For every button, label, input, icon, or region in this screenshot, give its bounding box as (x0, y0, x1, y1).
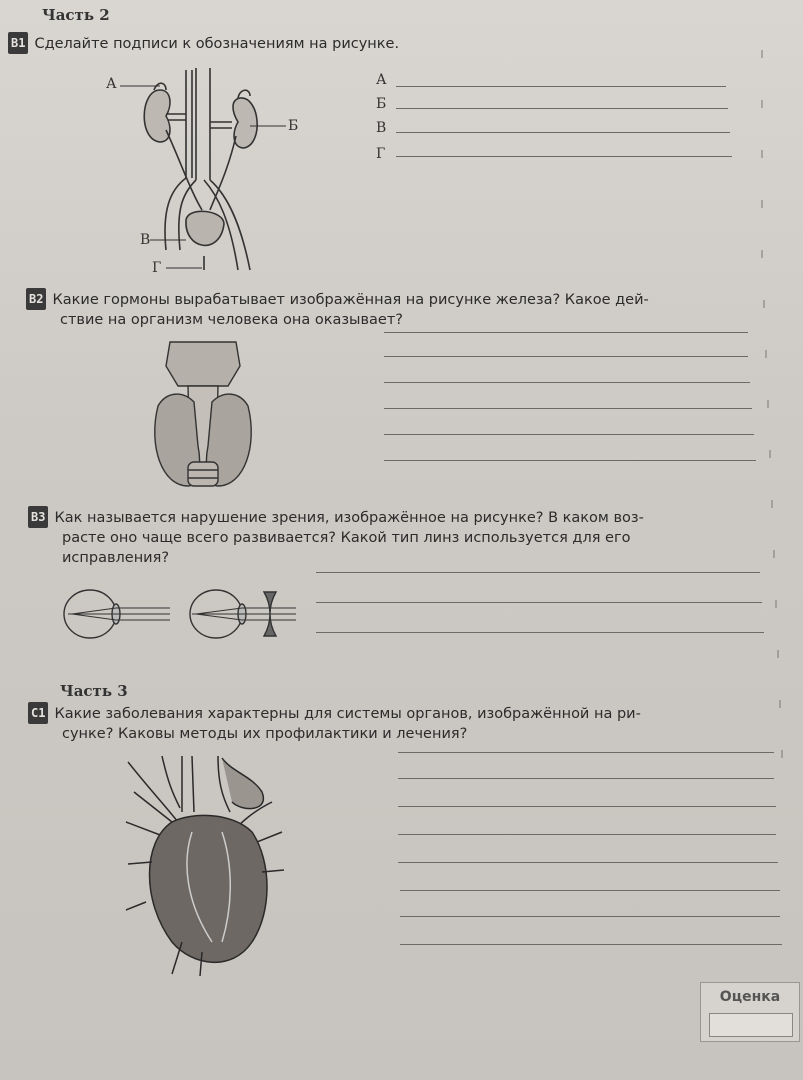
b3-answer-line-3[interactable] (316, 632, 764, 633)
b2-answer-line-2[interactable] (384, 356, 748, 357)
question-b1 (8, 32, 399, 54)
page-binding-edge (760, 30, 790, 990)
answer-label-a: А (376, 72, 387, 88)
c1-answer-line-5[interactable] (398, 862, 778, 863)
badge-b1: В1 (8, 32, 28, 54)
c1-answer-line-4[interactable] (398, 834, 776, 835)
thyroid-gland-figure (148, 336, 258, 496)
answer-line-b[interactable] (396, 108, 728, 109)
grade-label: Оценка (719, 989, 781, 1005)
question-b3 (28, 506, 678, 568)
figure-label-v: В (140, 232, 151, 248)
c1-answer-line-1[interactable] (398, 752, 774, 753)
part2-title: Часть 2 (42, 6, 110, 24)
question-c1-line1: Какие заболевания характерны для системы органов, изображённой на ри- (54, 706, 641, 722)
c1-answer-line-6[interactable] (400, 890, 780, 891)
figure-label-a: А (106, 76, 117, 92)
b2-answer-line-6[interactable] (384, 460, 756, 461)
eye-vision-figure (60, 586, 300, 642)
badge-b3: В3 (28, 506, 48, 528)
b3-answer-line-2[interactable] (316, 602, 762, 603)
question-b2-line2: ствие на организм человека она оказывает? (60, 312, 403, 328)
b2-answer-line-3[interactable] (384, 382, 750, 383)
question-c1 (28, 702, 688, 744)
c1-answer-line-8[interactable] (400, 944, 782, 945)
part3-title: Часть 3 (60, 682, 128, 700)
question-b3-line1: Как называется нарушение зрения, изображённое на рисунке? В каком воз- (54, 510, 644, 526)
question-b3-line2: расте оно чаще всего развивается? Какой тип линз используется для его (62, 530, 631, 546)
answer-line-v[interactable] (396, 132, 730, 133)
question-c1-line2: сунке? Каковы методы их профилактики и лечения? (62, 726, 468, 742)
question-b2 (26, 288, 666, 330)
c1-answer-line-3[interactable] (398, 806, 776, 807)
question-b2-line1: Какие гормоны вырабатывает изображённая на рисунке железа? Какое дей- (52, 292, 649, 308)
question-b1-text: Сделайте подписи к обозначениям на рисунке. (34, 36, 400, 52)
answer-label-v: В (376, 120, 387, 136)
grade-input[interactable] (709, 1013, 793, 1037)
b2-answer-line-4[interactable] (384, 408, 752, 409)
badge-b2: В2 (26, 288, 46, 310)
c1-answer-line-7[interactable] (400, 916, 780, 917)
answer-label-g: Г (376, 146, 386, 162)
b2-answer-line-5[interactable] (384, 434, 754, 435)
question-b3-line3: исправления? (62, 550, 170, 566)
figure-label-b: Б (288, 118, 299, 134)
figure-label-g: Г (152, 260, 162, 276)
badge-c1: С1 (28, 702, 48, 724)
heart-vessels-figure (122, 752, 288, 978)
c1-answer-line-2[interactable] (398, 778, 774, 779)
b3-answer-line-1[interactable] (316, 572, 760, 573)
urinary-system-figure (100, 60, 300, 280)
b2-answer-line-1[interactable] (384, 332, 748, 333)
answer-label-b: Б (376, 96, 387, 112)
answer-line-a[interactable] (396, 86, 726, 87)
answer-line-g[interactable] (396, 156, 732, 157)
grade-box (700, 982, 800, 1042)
